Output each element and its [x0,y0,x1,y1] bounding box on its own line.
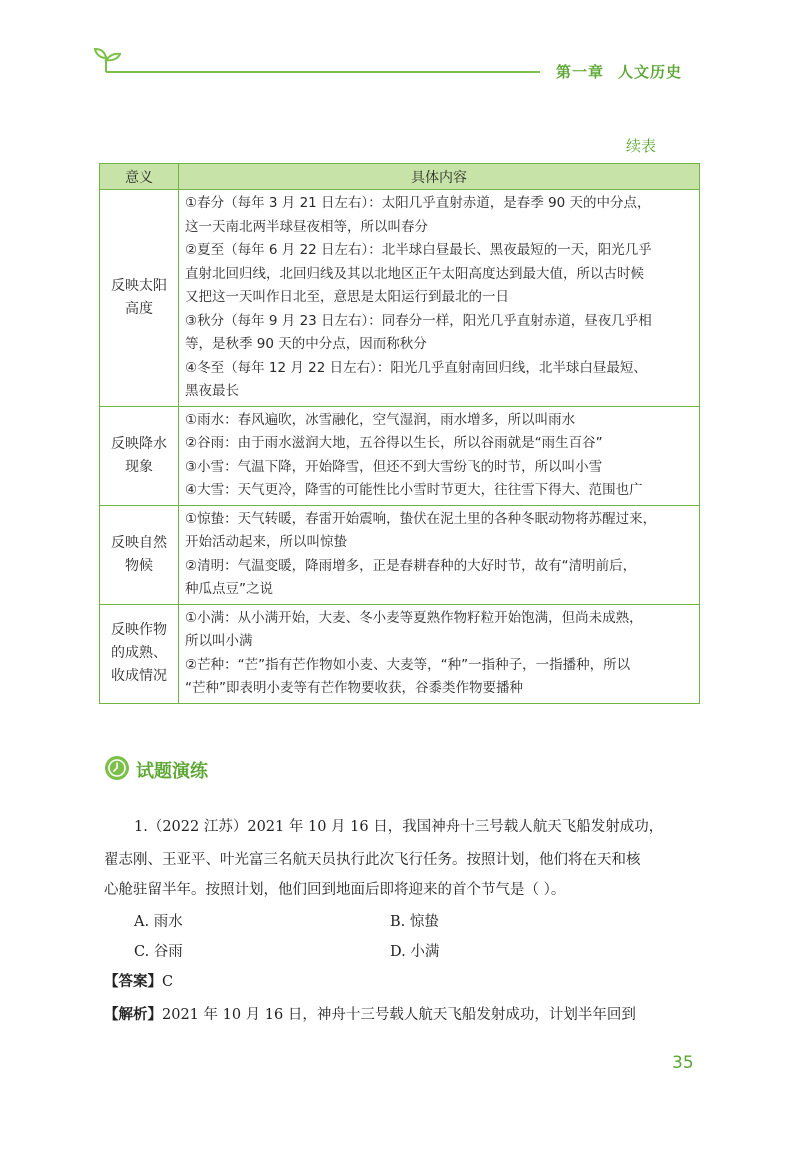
table-row [100,406,700,505]
column-header-content: 具体内容 [179,164,700,190]
answer [104,970,173,991]
content-line: 直射北回归线，北回归线及其以北地区正午太阳高度达到最大值，所以古时候 [185,265,644,282]
content-line: ②谷雨：由于雨水滋润大地，五谷得以生长，所以谷雨就是“雨生百谷” [185,435,603,451]
category-line: 现象 [125,458,153,475]
content-line: “芒种”即表明小麦等有芒作物要收获，谷黍类作物要播种 [185,680,523,696]
option-a: A. 雨水 [134,914,183,930]
content-line: ①春分（每年 3 月 21 日左右）：太阳几乎直射赤道，是春季 90 天的中分点， [185,195,651,211]
content-line: 这一天南北两半球昼夜相等，所以叫春分 [185,218,428,235]
content-line: ②芒种：“芒”指有芒作物如小麦、大麦等，“种”一指种子，一指播种，所以 [185,656,631,673]
option-c: C. 谷雨 [134,944,183,960]
row-category [100,604,179,703]
content-line: ①雨水：春风遍吹，冰雪融化，空气湿润，雨水增多，所以叫雨水 [185,411,576,428]
table-row [100,505,700,604]
content-line: 种瓜点豆”之说 [185,581,273,597]
table-header-row [100,164,700,190]
content-line: 又把这一天叫作日北至，意思是太阳运行到最北的一日 [185,289,509,305]
content-line: 等，是秋季 90 天的中分点，因而称秋分 [185,336,427,352]
clock-icon [104,755,130,781]
option-b: B. 惊蛰 [390,914,439,930]
row-category [100,406,179,505]
page-header [0,0,800,90]
content-line: ①惊蛰：天气转暖，春雷开始震响，蛰伏在泥土里的各种冬眠动物将苏醒过来， [185,510,657,527]
column-header-meaning: 意义 [100,164,179,190]
category-line: 反映太阳 [111,277,167,294]
analysis-label: 【解析】 [104,1006,162,1023]
question-line: 翟志刚、王亚平、叶光富三名航天员执行此次飞行任务。按照计划，他们将在天和核 [104,852,641,868]
category-line: 物候 [125,557,153,574]
row-category [100,505,179,604]
chapter-number: 第一章 [556,63,605,81]
content-line: ④冬至（每年 12 月 22 日左右）：阳光几乎直射南回归线，北半球白昼最短、 [185,359,647,376]
question-line: 心舱驻留半年。按照计划，他们回到地面后即将迎来的首个节气是（ ）。 [104,882,566,898]
continued-label: 续表 [626,137,657,155]
solar-terms-table [99,163,700,704]
page-number: 35 [672,1053,694,1073]
category-line: 反映作物 [111,622,167,638]
content-line: ②夏至（每年 6 月 22 日左右）：北半球白昼最长、黑夜最短的一天，阳光几乎 [185,242,652,258]
chapter-heading [556,61,682,82]
header-rule [122,71,540,73]
category-line: 反映自然 [111,534,167,551]
content-line: ③小雪：气温下降，开始降雪，但还不到大雪纷飞的时节，所以叫小雪 [185,458,603,475]
option-d: D. 小满 [390,944,440,960]
content-line: ②清明：气温变暖，降雨增多，正是春耕春种的大好时节，故有“清明前后， [185,557,637,574]
content-line: ①小满：从小满开始，大麦、冬小麦等夏熟作物籽粒开始饱满，但尚未成熟， [185,609,643,626]
row-content [179,505,700,604]
table-row [100,190,700,407]
category-line: 高度 [125,300,153,317]
category-line: 的成熟、 [111,645,167,661]
chapter-title: 人文历史 [618,63,683,81]
question-line: 1.（2022 江苏）2021 年 10 月 16 日，我国神舟十三号载人航天飞船发射成功， [134,819,664,835]
content-line: ③秋分（每年 9 月 23 日左右）：同春分一样，阳光几乎直射赤道，昼夜几乎相 [185,312,652,329]
category-line: 反映降水 [111,435,167,452]
section-title: 试题演练 [136,761,208,782]
row-content [179,190,700,407]
table-row [100,604,700,703]
sprout-icon [92,46,124,76]
row-content [179,406,700,505]
answer-label: 【答案】 [104,973,162,990]
analysis [104,1003,636,1024]
row-category [100,190,179,407]
content-line: 所以叫小满 [185,633,253,649]
content-line: ④大雪：天气更冷，降雪的可能性比小雪时节更大，往往雪下得大、范围也广 [185,482,643,498]
category-line: 收成情况 [111,668,167,684]
answer-value: C [162,974,174,990]
analysis-text: 2021 年 10 月 16 日，神舟十三号载人航天飞船发射成功，计划半年回到 [162,1007,636,1023]
content-line: 黑夜最长 [185,383,239,399]
row-content [179,604,700,703]
content-line: 开始活动起来，所以叫惊蛰 [185,534,347,550]
